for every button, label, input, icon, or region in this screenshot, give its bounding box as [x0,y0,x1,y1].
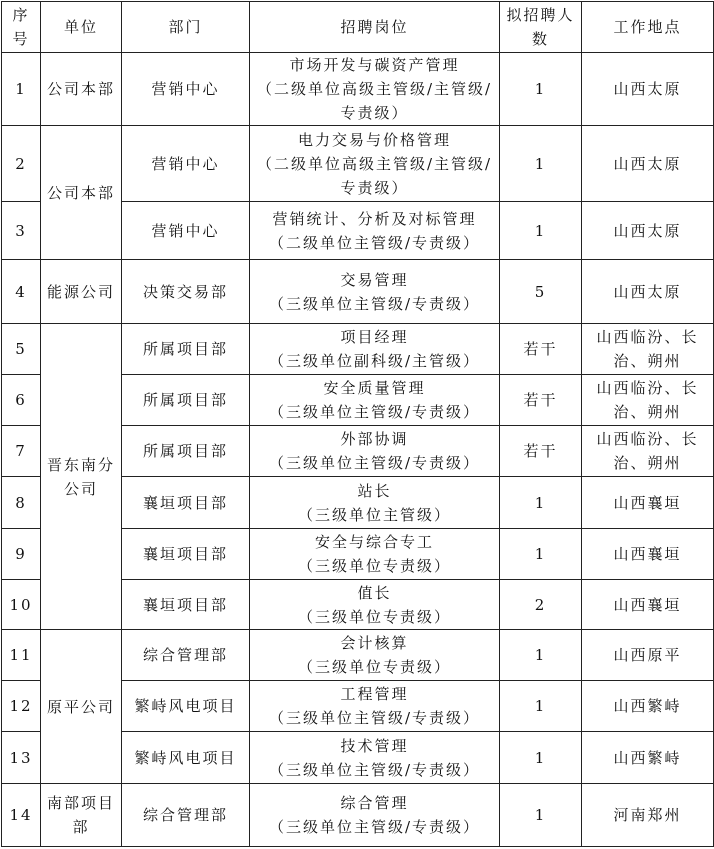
header-row [2,2,714,53]
position-title: 外部协调 [340,430,409,448]
row-dept: 襄垣项目部 [122,529,250,580]
row-position [250,529,500,580]
row-unit: 原平公司 [41,630,122,784]
position-level: （三级单位主管级/专责级） [268,294,481,313]
row-position [250,202,500,260]
position-title: 项目经理 [340,328,409,346]
row-seq: 8 [2,477,41,529]
row-seq: 1 [2,53,41,126]
position-title: 工程管理 [340,685,409,703]
row-seq: 2 [2,126,41,202]
row-position [250,784,500,847]
row-position [250,324,500,375]
row-location: 山西襄垣 [582,477,714,529]
position-level: （三级单位专责级） [297,557,451,575]
row-count: 1 [500,202,582,260]
row-dept: 综合管理部 [122,630,250,681]
table-row [2,784,714,847]
row-unit: 能源公司 [41,260,122,324]
row-dept: 所属项目部 [122,426,250,477]
row-seq: 4 [2,260,41,324]
row-position [250,375,500,426]
row-count: 1 [500,126,582,202]
table-row [2,126,714,202]
position-title: 电力交易与价格管理 [297,130,451,149]
row-location: 山西繁峙 [582,681,714,732]
row-dept: 营销中心 [122,202,250,260]
header-unit: 单位 [41,2,122,53]
row-location: 山西襄垣 [582,529,714,580]
row-count: 1 [500,784,582,847]
row-position [250,260,500,324]
table-row [2,260,714,324]
row-seq: 10 [2,580,41,630]
position-level: （三级单位主管级/专责级） [268,818,481,836]
row-position [250,732,500,784]
row-dept: 决策交易部 [122,260,250,324]
row-count: 若干 [500,324,582,375]
header-count: 拟招聘人数 [500,2,582,53]
row-count: 5 [500,260,582,324]
position-level: （二级单位主管级/专责级） [268,233,481,252]
row-seq: 3 [2,202,41,260]
row-seq: 11 [2,630,41,681]
header-dept: 部门 [122,2,250,53]
row-count: 1 [500,477,582,529]
row-count: 1 [500,630,582,681]
row-location: 山西原平 [582,630,714,681]
row-count: 1 [500,732,582,784]
row-seq: 5 [2,324,41,375]
row-seq: 13 [2,732,41,784]
position-level: （三级单位主管级/专责级） [268,709,481,727]
row-location: 山西繁峙 [582,732,714,784]
row-count: 1 [500,53,582,126]
position-level: （三级单位主管级） [297,505,451,524]
row-seq: 7 [2,426,41,477]
position-level: （三级单位副科级/主管级） [268,352,481,370]
row-location: 山西太原 [582,202,714,260]
header-seq: 序号 [2,2,41,53]
row-seq: 6 [2,375,41,426]
row-dept: 襄垣项目部 [122,580,250,630]
position-level: （二级单位高级主管级/主管级/专责级） [256,80,493,122]
table-row [2,53,714,126]
row-seq: 12 [2,681,41,732]
row-dept: 所属项目部 [122,324,250,375]
row-location: 山西太原 [582,53,714,126]
table-row [2,324,714,375]
header-location: 工作地点 [582,2,714,53]
row-dept: 繁峙风电项目 [122,681,250,732]
position-level: （二级单位高级主管级/主管级/专责级） [256,154,493,197]
row-location: 山西太原 [582,126,714,202]
row-dept: 综合管理部 [122,784,250,847]
position-title: 技术管理 [340,736,409,755]
position-level: （三级单位主管级/专责级） [268,403,481,421]
row-count: 2 [500,580,582,630]
position-title: 安全与综合专工 [314,533,434,551]
position-level: （三级单位主管级/专责级） [268,454,481,472]
position-title: 值长 [357,583,392,602]
row-dept: 所属项目部 [122,375,250,426]
row-count: 1 [500,529,582,580]
row-dept: 营销中心 [122,126,250,202]
row-position [250,681,500,732]
position-title: 站长 [357,481,392,500]
row-location: 山西临汾、长治、朔州 [582,324,714,375]
row-unit: 公司本部 [41,53,122,126]
row-count: 1 [500,681,582,732]
row-unit: 南部项目部 [41,784,122,847]
row-count: 若干 [500,426,582,477]
row-position [250,53,500,126]
row-seq: 14 [2,784,41,847]
position-title: 营销统计、分析及对标管理 [272,209,477,228]
position-level: （三级单位专责级） [297,607,451,626]
row-unit: 公司本部 [41,126,122,260]
position-level: （三级单位主管级/专责级） [268,760,481,779]
row-position [250,630,500,681]
row-position [250,426,500,477]
position-title: 市场开发与碳资产管理 [289,56,460,74]
row-location: 山西太原 [582,260,714,324]
row-location: 河南郑州 [582,784,714,847]
row-position [250,580,500,630]
row-position [250,126,500,202]
row-location: 山西临汾、长治、朔州 [582,426,714,477]
position-title: 会计核算 [340,634,409,652]
row-dept: 襄垣项目部 [122,477,250,529]
recruitment-table [1,1,714,847]
position-title: 综合管理 [340,794,409,812]
position-title: 交易管理 [340,270,409,289]
position-level: （三级单位专责级） [297,658,451,676]
row-seq: 9 [2,529,41,580]
row-location: 山西临汾、长治、朔州 [582,375,714,426]
table-row [2,630,714,681]
row-dept: 繁峙风电项目 [122,732,250,784]
row-count: 若干 [500,375,582,426]
row-position [250,477,500,529]
position-title: 安全质量管理 [323,379,426,397]
header-position: 招聘岗位 [250,2,500,53]
row-location: 山西襄垣 [582,580,714,630]
row-unit: 晋东南分公司 [41,324,122,630]
row-dept: 营销中心 [122,53,250,126]
